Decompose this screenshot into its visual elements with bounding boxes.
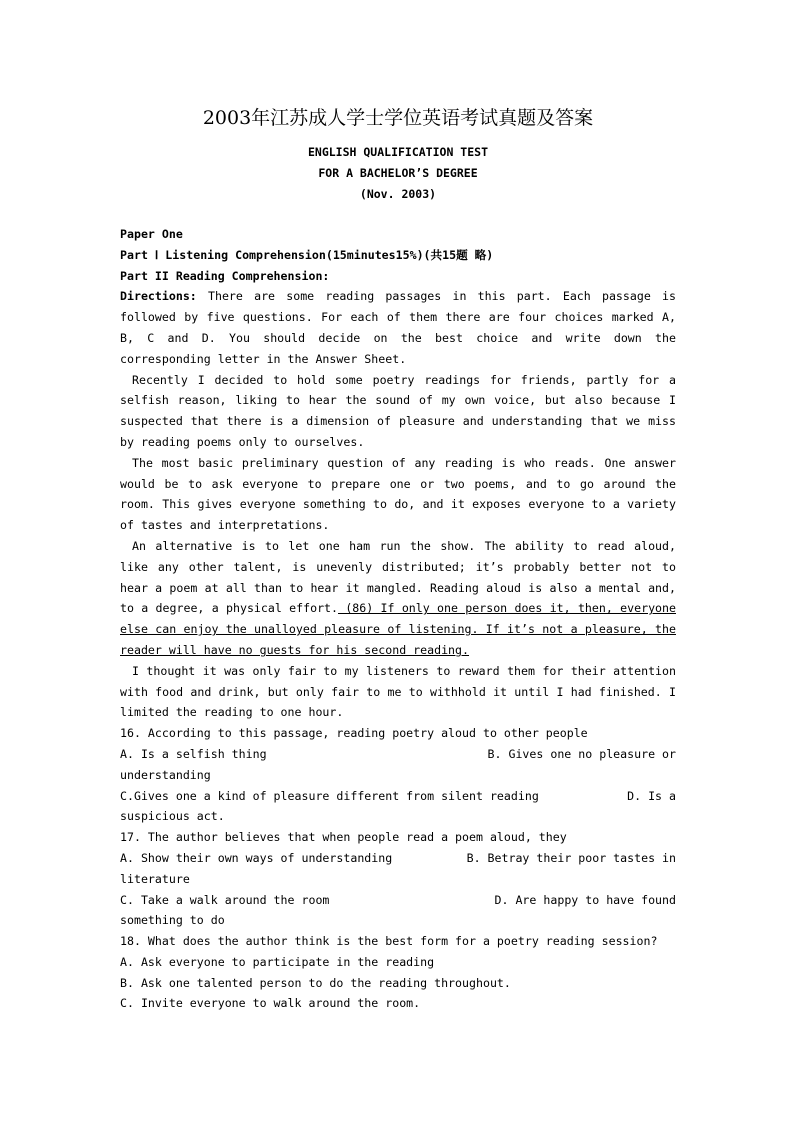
- question-16-options-row-2: [120, 786, 676, 807]
- q17-option-b: B. Betray their poor tastes in: [466, 850, 676, 865]
- question-17-options-row-2: [120, 890, 676, 911]
- question-17: 17. The author believes that when people read a poem aloud, they: [120, 830, 567, 845]
- paper-heading: Paper One: [120, 227, 183, 241]
- q17-option-d: D. Are happy to have found: [494, 892, 676, 907]
- q18-option-b: B. Ask one talented person to do the reading throughout.: [120, 975, 511, 990]
- passage-paragraph-4: I thought it was only fair to my listeners to reward them for their attention with food and drink, but only fair to me to withhold it until I had finished. I limited the reading to one hour.: [120, 663, 676, 720]
- directions-text: There are some reading passages in this part. Each passage is followed by five questions. For each of them there are four choices marked A, B, C and D. You should decide on the best choice and write down the corresponding letter in the Answer Sheet.: [120, 289, 676, 366]
- question-18: 18. What does the author think is the best form for a poetry reading session?: [120, 934, 658, 949]
- part-two-heading: Part II Reading Comprehension:: [120, 268, 330, 283]
- passage-paragraph-3: [120, 536, 676, 661]
- question-16: 16. According to this passage, reading poetry aloud to other people: [120, 726, 588, 741]
- q18-option-a: A. Ask everyone to participate in the reading: [120, 954, 435, 969]
- document-page: [120, 104, 676, 1014]
- q17-option-c: C. Take a walk around the room: [120, 892, 330, 907]
- q16-option-d: D. Is a: [627, 788, 676, 803]
- q16-option-b: B. Gives one no pleasure or: [487, 746, 676, 761]
- spacer: [120, 205, 676, 224]
- passage-paragraph-2: The most basic preliminary question of any reading is who reads. One answer would be to ask everyone to prepare one or two poems, and to go around the room. This gives everyone something to do, and it exposes everyone to a variety of tastes and interpretations.: [120, 455, 676, 533]
- q17-option-d-continued: something to do: [120, 913, 225, 928]
- document-title: 2003年江苏成人学士学位英语考试真题及答案: [202, 107, 594, 129]
- q16-option-a: A. Is a selfish thing: [120, 746, 267, 761]
- directions-label: Directions:: [120, 289, 197, 304]
- translation-sentence-86: (86) If only one person does it, then, everyone else can enjoy the unalloyed pleasure of listening. If it’s not a pleasure, the reader will have no guests for his second reading.: [120, 601, 676, 657]
- test-name-line-1: ENGLISH QUALIFICATION TEST: [307, 145, 488, 159]
- q16-option-d-continued: suspicious act.: [120, 809, 225, 824]
- question-17-options-row-1: [120, 848, 676, 869]
- q17-option-b-continued: literature: [120, 871, 190, 886]
- question-16-options-row-1: [120, 744, 676, 765]
- q18-option-c: C. Invite everyone to walk around the room.: [120, 996, 421, 1011]
- passage-paragraph-1: Recently I decided to hold some poetry readings for friends, partly for a selfish reason, liking to hear the sound of my own voice, but also because I suspected that there is a dimension of pleasure and understanding that we miss by reading poems only to ourselves.: [120, 372, 676, 449]
- passage-paragraph-3-text: An alternative is to let one ham run the show. The ability to read aloud, like any other talent, is unevenly distributed; it’s probably better not to hear a poem at all than to hear it mangled. Reading aloud is also a mental and, to a degree, a physical effort.: [120, 538, 676, 616]
- part-one-heading: Part Ⅰ Listening Comprehension(15minutes15%)(共15题 略): [120, 247, 494, 262]
- q16-option-b-continued: understanding: [120, 767, 211, 782]
- q16-option-c: C.Gives one a kind of pleasure different from silent reading: [120, 788, 539, 803]
- test-date: (Nov. 2003): [359, 187, 437, 201]
- directions-paragraph: [120, 286, 676, 369]
- q17-option-a: A. Show their own ways of understanding: [120, 850, 393, 865]
- test-name-line-2: FOR A BACHELOR’S DEGREE: [318, 166, 478, 180]
